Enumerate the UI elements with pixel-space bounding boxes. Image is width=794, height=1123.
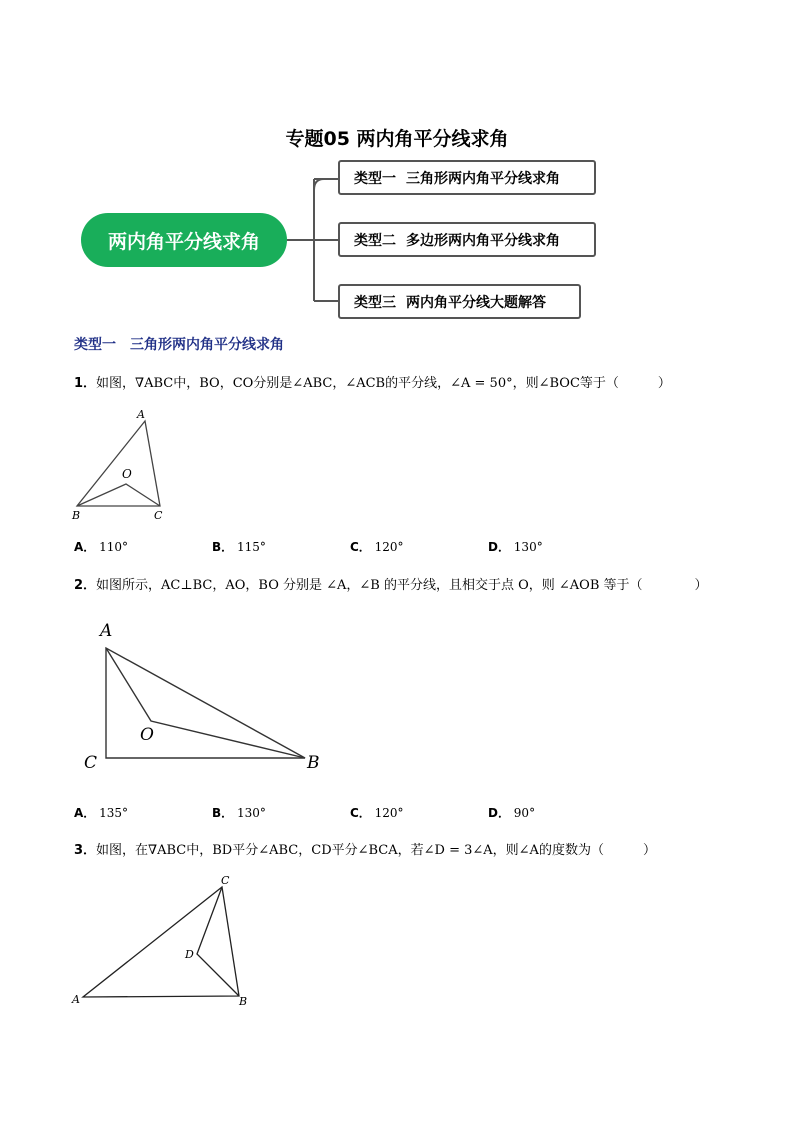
branch-label: 三角形两内角平分线求角 (406, 170, 560, 187)
branch-type: 类型一 (354, 170, 396, 187)
section-heading: 类型一 三角形两内角平分线求角 (74, 337, 284, 353)
branch-label: 多边形两内角平分线求角 (406, 232, 560, 249)
branch-type: 类型二 (354, 232, 396, 249)
option-value: 120° (374, 540, 404, 554)
option-a[interactable] (74, 538, 128, 555)
question-1 (74, 372, 671, 391)
option-label: C． (350, 540, 371, 554)
option-label: D． (488, 806, 510, 820)
question-3 (74, 839, 656, 858)
mindmap-root: 两内角平分线求角 (81, 213, 287, 267)
option-value: 135° (99, 806, 129, 820)
question-text: 如图所示，AC⊥BC，AO，BO 分别是 ∠A，∠B 的平分线，且相交于点 O，则 ∠AOB 等于（ ） (96, 578, 708, 593)
branch-label: 两内角平分线大题解答 (406, 294, 546, 311)
question-2 (74, 574, 708, 593)
option-value: 110° (99, 540, 129, 554)
question-number: 1． (74, 376, 97, 391)
figure-1 (68, 404, 178, 524)
mindmap-branch-3 (338, 284, 581, 319)
mindmap-branch-1 (338, 160, 596, 195)
option-label: A． (74, 540, 96, 554)
figure-label-c: C (154, 509, 163, 522)
option-d[interactable] (488, 804, 535, 821)
question-number: 2． (74, 578, 97, 593)
figure-label-a: A (100, 621, 113, 641)
option-value: 130° (236, 806, 266, 820)
figure-label-d: D (185, 948, 194, 961)
figure-label-b: B (307, 753, 320, 773)
question-number: 3． (74, 843, 97, 858)
option-label: C． (350, 806, 371, 820)
option-value: 90° (513, 806, 536, 820)
page-title: 专题05 两内角平分线求角 (285, 128, 509, 150)
option-value: 130° (513, 540, 543, 554)
option-b[interactable] (212, 804, 266, 821)
option-value: 115° (236, 540, 266, 554)
option-label: B． (212, 540, 234, 554)
option-c[interactable] (350, 538, 404, 555)
figure-3 (64, 870, 264, 1012)
mindmap-branch-2 (338, 222, 596, 257)
mindmap (0, 0, 794, 330)
figure-label-a: A (72, 993, 80, 1006)
figure-2 (78, 616, 328, 776)
option-c[interactable] (350, 804, 404, 821)
figure-label-c: C (84, 753, 98, 773)
option-b[interactable] (212, 538, 266, 555)
option-a[interactable] (74, 804, 128, 821)
question-text: 如图，∇ABC中，BO，CO分别是∠ABC，∠ACB的平分线，∠A = 50°，则∠BOC等于（ ） (96, 376, 671, 391)
figure-label-b: B (239, 995, 248, 1008)
option-label: D． (488, 540, 510, 554)
figure-label-o: O (140, 725, 154, 745)
figure-label-o: O (122, 467, 132, 481)
branch-type: 类型三 (354, 294, 396, 311)
option-label: B． (212, 806, 234, 820)
figure-label-a: A (137, 408, 145, 421)
figure-label-c: C (221, 874, 230, 887)
option-label: A． (74, 806, 96, 820)
figure-label-b: B (72, 509, 81, 522)
option-d[interactable] (488, 538, 543, 555)
question-text: 如图，在∇ABC中，BD平分∠ABC，CD平分∠BCA，若∠D = 3∠A，则∠A的度数为（ ） (96, 843, 656, 858)
option-value: 120° (374, 806, 404, 820)
